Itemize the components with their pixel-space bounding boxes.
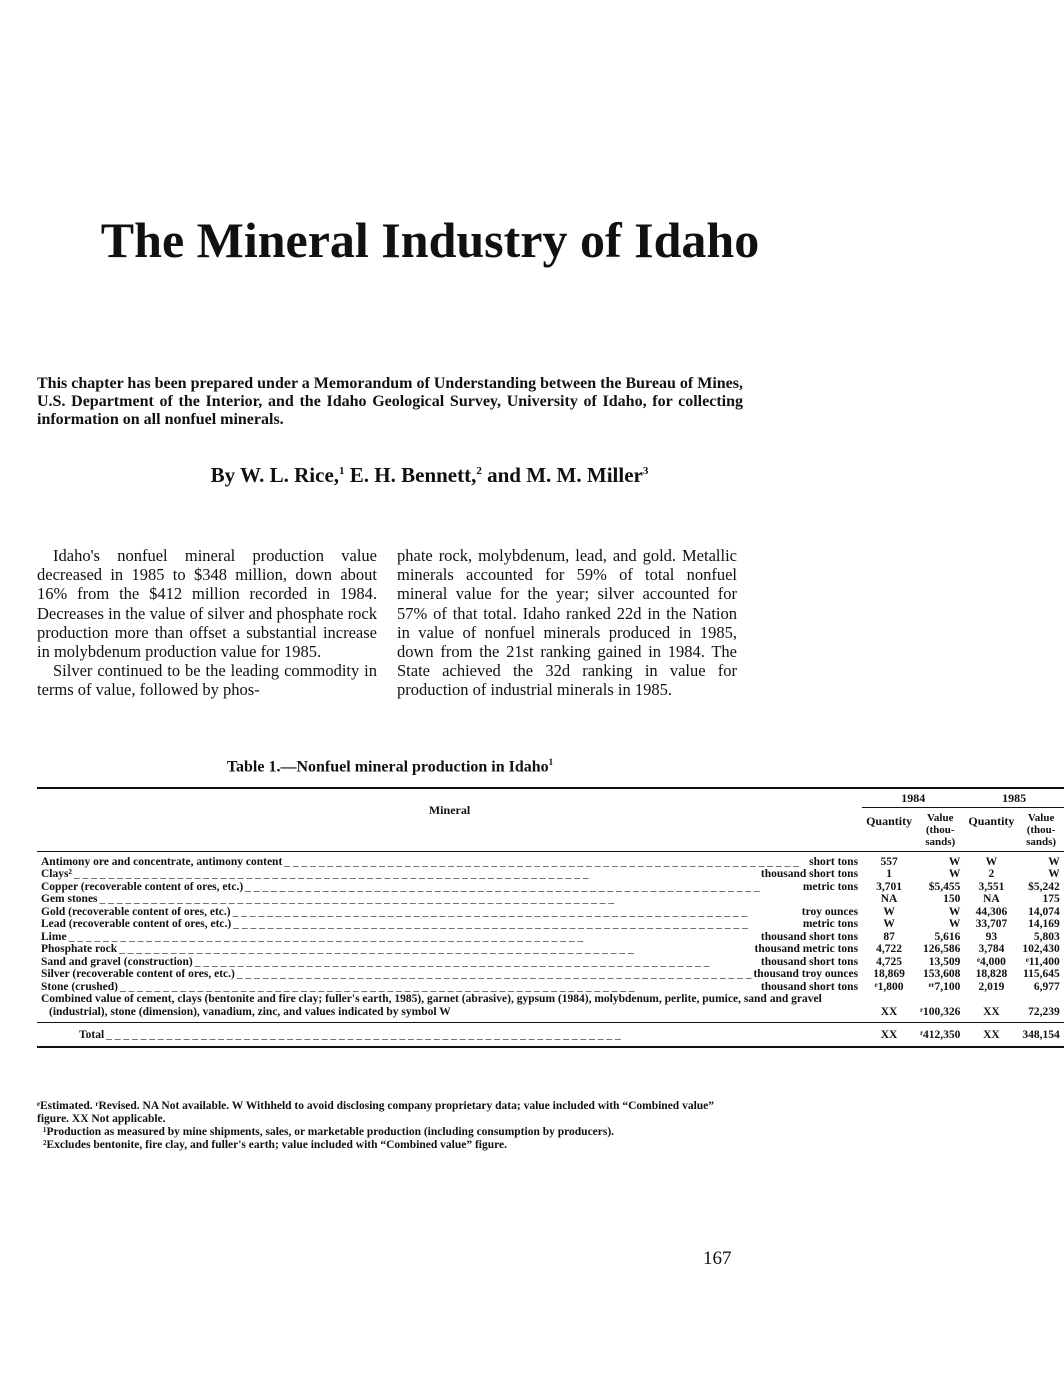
mineral-name: Phosphate rock [41, 943, 118, 955]
mineral-name: Copper (recoverable content of ores, etc.) [41, 880, 244, 893]
table-row [37, 906, 1064, 919]
quantity-1985: XX [964, 1023, 1018, 1047]
body-column-left [37, 546, 377, 700]
author-2-mark: 2 [476, 465, 482, 477]
mineral-name: Gold (recoverable content of ores, etc.) [41, 905, 231, 918]
quantity-1985: ᵉ4,000 [976, 955, 1006, 968]
footnote-2: ²Excludes bentonite, fire clay, and fuller's earth; value included with “Combined value” figure. [43, 1139, 507, 1151]
table-footnotes [37, 1100, 743, 1152]
quantity-1985: 18,828 [975, 968, 1008, 980]
body-column-right [397, 546, 737, 700]
column-header-value-1985: Value (thou- sands) [1018, 807, 1063, 851]
column-header-mineral: Mineral [37, 788, 862, 851]
mineral-unit: thousand short tons [760, 980, 859, 993]
value-1984: ᵉʳ7,100 [928, 980, 961, 993]
mineral-unit: thousand troy ounces [753, 968, 859, 980]
value-1984: 13,509 [928, 955, 961, 968]
page-title: The Mineral Industry of Idaho [100, 212, 760, 268]
value-1985: 175 [1042, 893, 1060, 905]
value-1985: 14,074 [1028, 905, 1060, 918]
table-row [37, 968, 1064, 981]
quantity-1985: 3,784 [978, 943, 1005, 955]
value-1984: 153,608 [923, 968, 961, 980]
combined-value-label: Combined value of cement, clays (bentonite and fire clay; fuller's earth, 1985), garnet (abrasive), gypsum (1984), molybdenum, perlite, pumice, sand and gravel (industrial), stone (dimension), vanadium, zinc, and values indicated by symbol W [41, 993, 822, 1018]
body-paragraph-3: phate rock, molybdenum, lead, and gold. Metallic minerals accounted for 59% of total nonfuel mineral value for the year; silver accounted for 57% of that total. Idaho ranked 22d in the Nation in value of nonfuel minerals produced in 1985, down from the 21st ranking gained in 1984. The State achieved the 32d ranking in value for production of industrial minerals in 1985. [397, 546, 737, 700]
mineral-name: Antimony ore and concentrate, antimony content [41, 855, 283, 868]
quantity-1985: 93 [985, 930, 998, 943]
value-1984: W [948, 905, 961, 918]
value-1984: 150 [943, 893, 961, 905]
table-row [37, 881, 1064, 894]
value-1984: 126,586 [923, 943, 961, 955]
quantity-1984: 87 [883, 930, 895, 943]
mineral-name: Stone (crushed) [41, 980, 118, 993]
column-header-year-1984: 1984 [862, 788, 964, 807]
value-1985: 115,645 [1023, 968, 1060, 980]
byline [37, 463, 822, 488]
table-row [37, 931, 1064, 944]
quantity-1985: 2 [988, 868, 995, 880]
mineral-unit: short tons [809, 855, 859, 868]
quantity-1985: NA [983, 893, 1000, 905]
quantity-1985: 44,306 [975, 905, 1008, 918]
value-1985: 72,239 [1028, 1005, 1060, 1018]
value-1985: 348,154 [1018, 1023, 1063, 1047]
value-1985: 5,803 [1033, 930, 1060, 943]
mineral-name: Lime [41, 930, 67, 943]
value-1984: ʳ100,326 [920, 1005, 961, 1018]
quantity-1985: XX [983, 1005, 1000, 1018]
mineral-unit: thousand short tons [760, 930, 859, 943]
value-1984: $5,455 [928, 880, 961, 893]
table-row [37, 943, 1064, 956]
value-1985: 6,977 [1033, 980, 1060, 993]
quantity-1985: 2,019 [978, 980, 1005, 993]
mineral-name: Lead (recoverable content of ores, etc.) [41, 918, 232, 930]
author-1-mark: 1 [339, 465, 345, 477]
quantity-1985: W [985, 855, 998, 868]
quantity-1985: 33,707 [975, 918, 1008, 930]
quantity-1984: 4,725 [876, 955, 902, 968]
table-row-total [37, 1023, 1064, 1047]
footnote-1: ¹Production as measured by mine shipments, sales, or marketable production (including consumption by producers). [43, 1126, 615, 1138]
mineral-unit: thousand short tons [760, 955, 859, 968]
value-1984: W [948, 868, 961, 880]
value-1985: W [1048, 855, 1060, 868]
quantity-1984: NA [880, 893, 898, 905]
memorandum-note: This chapter has been prepared under a Memorandum of Understanding between the Bureau of Mines, U.S. Department of the Interior, and the Idaho Geological Survey, University of Idaho, for collecting information on all nonfuel minerals. [37, 375, 743, 428]
mineral-unit: thousand metric tons [754, 943, 859, 955]
body-paragraph-2: Silver continued to be the leading commodity in terms of value, followed by phos- [37, 661, 377, 700]
value-1985: ᵉ11,400 [1025, 955, 1060, 968]
table-row [37, 956, 1064, 969]
table-title [37, 757, 743, 776]
table-title-mark: 1 [548, 757, 554, 767]
quantity-1984: ᵉ1,800 [874, 980, 904, 993]
value-1984: W [948, 855, 961, 868]
mineral-name: Clays² [41, 868, 72, 880]
mineral-unit: metric tons [802, 880, 859, 893]
mineral-unit: thousand short tons [760, 868, 859, 880]
quantity-1984: 1 [886, 868, 892, 880]
mineral-production-table [37, 787, 1064, 1048]
table-row-combined [37, 993, 1064, 1018]
quantity-1985: 3,551 [978, 880, 1005, 893]
mineral-name: Gem stones [41, 893, 98, 905]
value-1985: W [1048, 868, 1060, 880]
value-1984: W [948, 918, 961, 930]
quantity-1984: 557 [880, 855, 898, 868]
value-1985: 102,430 [1022, 943, 1060, 955]
byline-prefix: By [210, 463, 241, 487]
column-header-quantity-1984: Quantity [862, 807, 916, 851]
quantity-1984: XX [880, 1005, 898, 1018]
quantity-1984: 18,869 [873, 968, 905, 980]
table-row [37, 893, 1064, 906]
author-2: E. H. Bennett, [344, 463, 477, 487]
body-paragraph-1: Idaho's nonfuel mineral production value decreased in 1985 to $348 million, down about 16% from the $412 million recorded in 1984. Decreases in the value of silver and phosphate rock production more than offset a substantial increase in molybdenum production value for 1985. [37, 546, 377, 662]
author-3: and M. M. Miller [481, 463, 643, 487]
table-row [37, 868, 1064, 881]
column-header-quantity-1985: Quantity [964, 807, 1018, 851]
author-1: W. L. Rice, [240, 463, 340, 487]
quantity-1984: 3,701 [876, 880, 902, 893]
value-1984: ʳ412,350 [916, 1023, 964, 1047]
table-row [37, 856, 1064, 869]
table-row [37, 918, 1064, 931]
quantity-1984: XX [862, 1023, 916, 1047]
page-number: 167 [703, 1248, 732, 1269]
table-title-text: Table 1.—Nonfuel mineral production in Idaho [226, 758, 549, 776]
footnote-symbols: ᵉEstimated. ʳRevised. NA Not available. W Withheld to avoid disclosing company proprietary data; value included with “Combined value” figure. XX Not applicable. [37, 1100, 715, 1125]
table-row [37, 981, 1064, 994]
column-header-year-1985: 1985 [964, 788, 1063, 807]
mineral-unit: troy ounces [801, 905, 859, 918]
author-3-mark: 3 [642, 465, 649, 477]
value-1985: $5,242 [1028, 880, 1060, 893]
value-1984: 5,616 [934, 930, 961, 943]
mineral-unit: metric tons [802, 918, 859, 930]
column-header-value-1984: Value (thou- sands) [916, 807, 964, 851]
quantity-1984: W [883, 918, 895, 930]
quantity-1984: 4,722 [876, 943, 902, 955]
value-1985: 14,169 [1028, 918, 1060, 930]
mineral-name: Silver (recoverable content of ores, etc.) [41, 968, 235, 980]
mineral-name: Sand and gravel (construction) [41, 955, 193, 968]
total-label: Total [79, 1029, 105, 1041]
quantity-1984: W [883, 905, 895, 918]
